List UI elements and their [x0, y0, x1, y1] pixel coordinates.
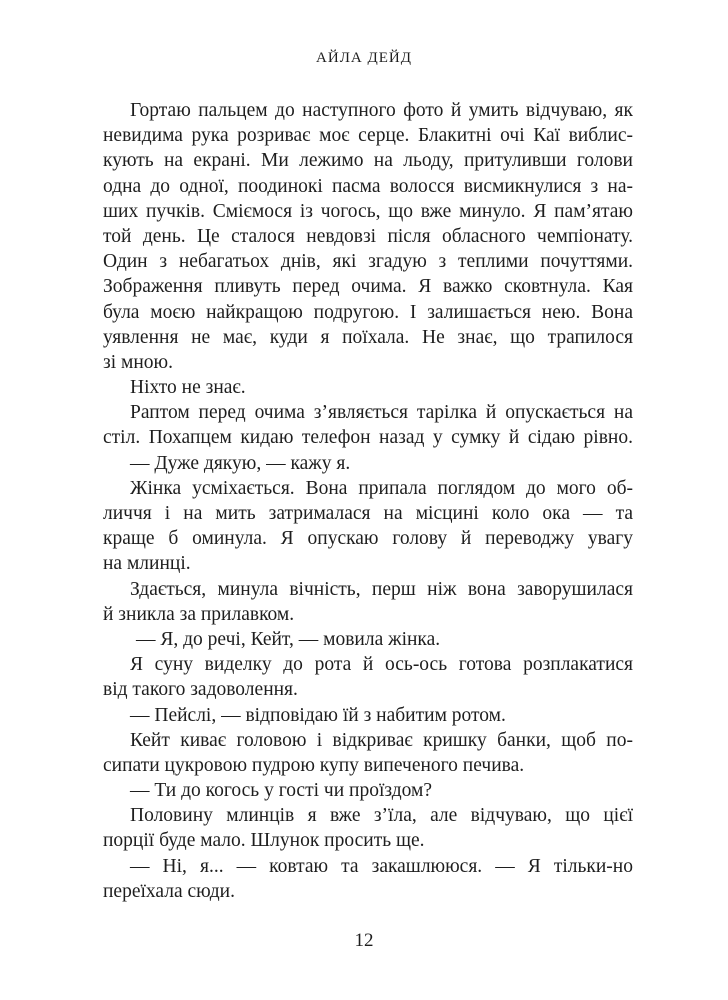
- text-line: була моєю найкращою подругою. І залишається нею. Вона: [103, 301, 633, 323]
- text-line: Здається, минула вічність, перш ніж вона заворушилася: [130, 578, 633, 600]
- text-line: переїхала сюди.: [103, 880, 235, 902]
- text-line: краще б оминула. Я опускаю голову й переводжу увагу: [103, 528, 633, 550]
- text-line: той день. Це сталося невдовзі після обласного чемпіонату.: [103, 225, 633, 247]
- text-line: Зображення пливуть перед очима. Я важко сковтнула. Кая: [103, 276, 633, 298]
- paragraph: [103, 778, 633, 803]
- text-line: — Пейслі, — відповідаю їй з набитим ротом.: [130, 704, 506, 726]
- text-line: Ніхто не знає.: [130, 377, 246, 399]
- paragraph: [103, 375, 633, 400]
- text-line: Кейт киває головою і відкриває кришку банки, щоб по-: [130, 729, 633, 751]
- text-line: ших пучків. Сміємося із чогось, що вже минуло. Я пам’ятаю: [103, 200, 633, 222]
- text-line: — Ні, я... — ковтаю та закашлююся. — Я тільки-но: [130, 855, 633, 877]
- text-line: — Я, до речі, Кейт, — мовила жінка.: [136, 628, 441, 650]
- text-line: Я суну виделку до рота й ось-ось готова розплакатися: [130, 654, 633, 676]
- text-line: кують на екрані. Ми лежимо на льоду, притуливши голови: [103, 150, 633, 172]
- page-body-text: [103, 98, 633, 904]
- text-line: Половину млинців я вже з’їла, але відчуваю, що цієї: [130, 805, 633, 827]
- text-line: — Дуже дякую, — кажу я.: [130, 452, 351, 474]
- paragraph: [103, 98, 633, 375]
- paragraph: [103, 627, 633, 652]
- paragraph: [103, 476, 633, 577]
- text-line: порції буде мало. Шлунок просить ще.: [103, 830, 425, 852]
- text-line: сипати цукровою пудрою купу випеченого печива.: [103, 754, 525, 776]
- paragraph: [103, 854, 633, 904]
- text-line: Гортаю пальцем до наступного фото й умить відчуваю, як: [130, 100, 633, 121]
- text-line: личчя і на мить затрималася на місцині коло ока — та: [103, 503, 633, 524]
- paragraph: [103, 577, 633, 627]
- running-header: АЙЛА ДЕЙД: [316, 50, 412, 66]
- paragraph: [103, 703, 633, 728]
- page-number: 12: [354, 930, 374, 951]
- text-line: Жінка усміхається. Вона припала поглядом до мого об-: [130, 477, 633, 499]
- text-line: одна до одної, поодинокі пасма волосся висмикнулися з на-: [103, 175, 633, 197]
- paragraph: [103, 803, 633, 853]
- text-line: стіл. Похапцем кидаю телефон назад у сумку й сідаю рівно.: [103, 427, 633, 449]
- text-line: невидима рука розриває моє серце. Блакитні очі Каї виблис-: [103, 125, 633, 147]
- text-line: Раптом перед очима з’являється тарілка й опускається на: [130, 402, 633, 424]
- paragraph: [103, 400, 633, 450]
- paragraph: [103, 728, 633, 778]
- text-line: — Ти до когось у гості чи проїздом?: [130, 780, 433, 802]
- text-line: Один з небагатьох днів, які згадую з теплими почуттями.: [103, 251, 633, 273]
- text-line: на млинці.: [103, 553, 191, 575]
- paragraph: [103, 451, 633, 476]
- text-line: уявлення не має, куди я поїхала. Не знає, що трапилося: [103, 326, 633, 348]
- text-line: зі мною.: [103, 351, 173, 373]
- text-line: від такого задоволення.: [103, 679, 298, 701]
- text-line: й зникла за прилавком.: [103, 603, 295, 625]
- paragraph: [103, 652, 633, 702]
